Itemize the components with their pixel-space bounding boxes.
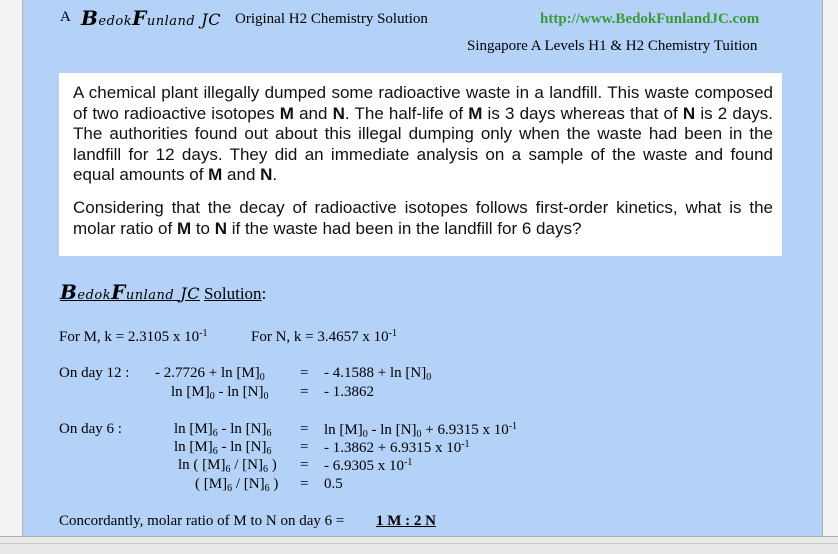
day6-row4-right: 0.5 (324, 476, 343, 492)
day6-row4-left: ( $[M]_6 / [N]_6$ ) (195, 476, 279, 494)
window-right-frame (822, 0, 838, 553)
day12-row1-right: - $4.1588 + \ln [N]_0$ (324, 365, 432, 383)
day6-row3-left: ln ( $[M]_6 / [N]_6$ ) (178, 457, 277, 475)
day6-row1-left: $\ln [M]_6$ - $\ln [N]_6$ (174, 421, 272, 439)
day12-row2-right: - 1.3862 (324, 384, 374, 400)
header-url-link[interactable]: http://www.BedokFunlandJC.com (540, 11, 760, 27)
day12-row2-left: $\ln [M]_0$ - $\ln [N]_0$ (171, 384, 269, 402)
question-paragraph-2: Considering that the decay of radioactive isotopes follows first-order kinetics, what is the molar ratio of M to N if the waste had been in the landfill for 6 days? (73, 197, 773, 238)
question-text (73, 83, 773, 251)
question-box (59, 73, 782, 256)
header-brand-logo: BedokFunland JC (81, 6, 221, 30)
day6-row2-right: - 1.3862 + 6.9315 x $10^{-1}$ (324, 439, 470, 456)
rate-constant-m: For M, k = 2.3105 x $10^{-1}$ (59, 328, 208, 345)
question-paragraph-1: A chemical plant illegally dumped some radioactive waste in a landfill. This waste composed of two radioactive isotopes M and N. The half-life of M is 3 days whereas that of N is 2 days. The authorities found out about this illegal dumping only when the waste had been in the landfill for 12 days. They did an immediate analysis on a sample of the waste and found equal amounts of M and N. (73, 83, 773, 185)
conclusion-text: Concordantly, molar ratio of M to N on day 6 = (59, 513, 345, 529)
day6-row3-equals: = (300, 457, 309, 473)
day12-label: On day 12 : (59, 365, 130, 381)
day6-row2-left: $\ln [M]_6$ - $\ln [N]_6$ (174, 439, 272, 457)
rate-constant-n: For N, k = 3.4657 x $10^{-1}$ (251, 328, 397, 345)
scrollbar-track (0, 543, 838, 544)
final-answer: 1 M : 2 N (376, 513, 436, 529)
document-page (23, 0, 822, 536)
header-prefix: A (60, 9, 71, 25)
window-left-frame (0, 0, 23, 553)
solution-heading: BedokFunland JC Solution: (60, 280, 267, 304)
day12-row1-left: - $2.7726 + \ln [M]_0$ (155, 365, 265, 383)
header-subtitle: Original H2 Chemistry Solution (235, 11, 428, 27)
day6-label: On day 6 : (59, 421, 122, 437)
day12-row2-equals: = (300, 384, 309, 400)
solution-brand-logo: BedokFunland JC (60, 280, 200, 304)
day6-row1-right: $\ln [M]_0 - \ln [N]_0 + 6.9315$ x $10^{-1}$ (324, 421, 518, 440)
day6-row3-right: - 6.9305 x $10^{-1}$ (324, 457, 413, 474)
day6-row4-equals: = (300, 476, 309, 492)
solution-heading-word: Solution (203, 284, 262, 303)
header-tagline: Singapore A Levels H1 & H2 Chemistry Tuition (467, 38, 758, 54)
day6-row2-equals: = (300, 439, 309, 455)
day6-row1-equals: = (300, 421, 309, 437)
day12-row1-equals: = (300, 365, 309, 381)
horizontal-scrollbar[interactable] (0, 536, 838, 554)
